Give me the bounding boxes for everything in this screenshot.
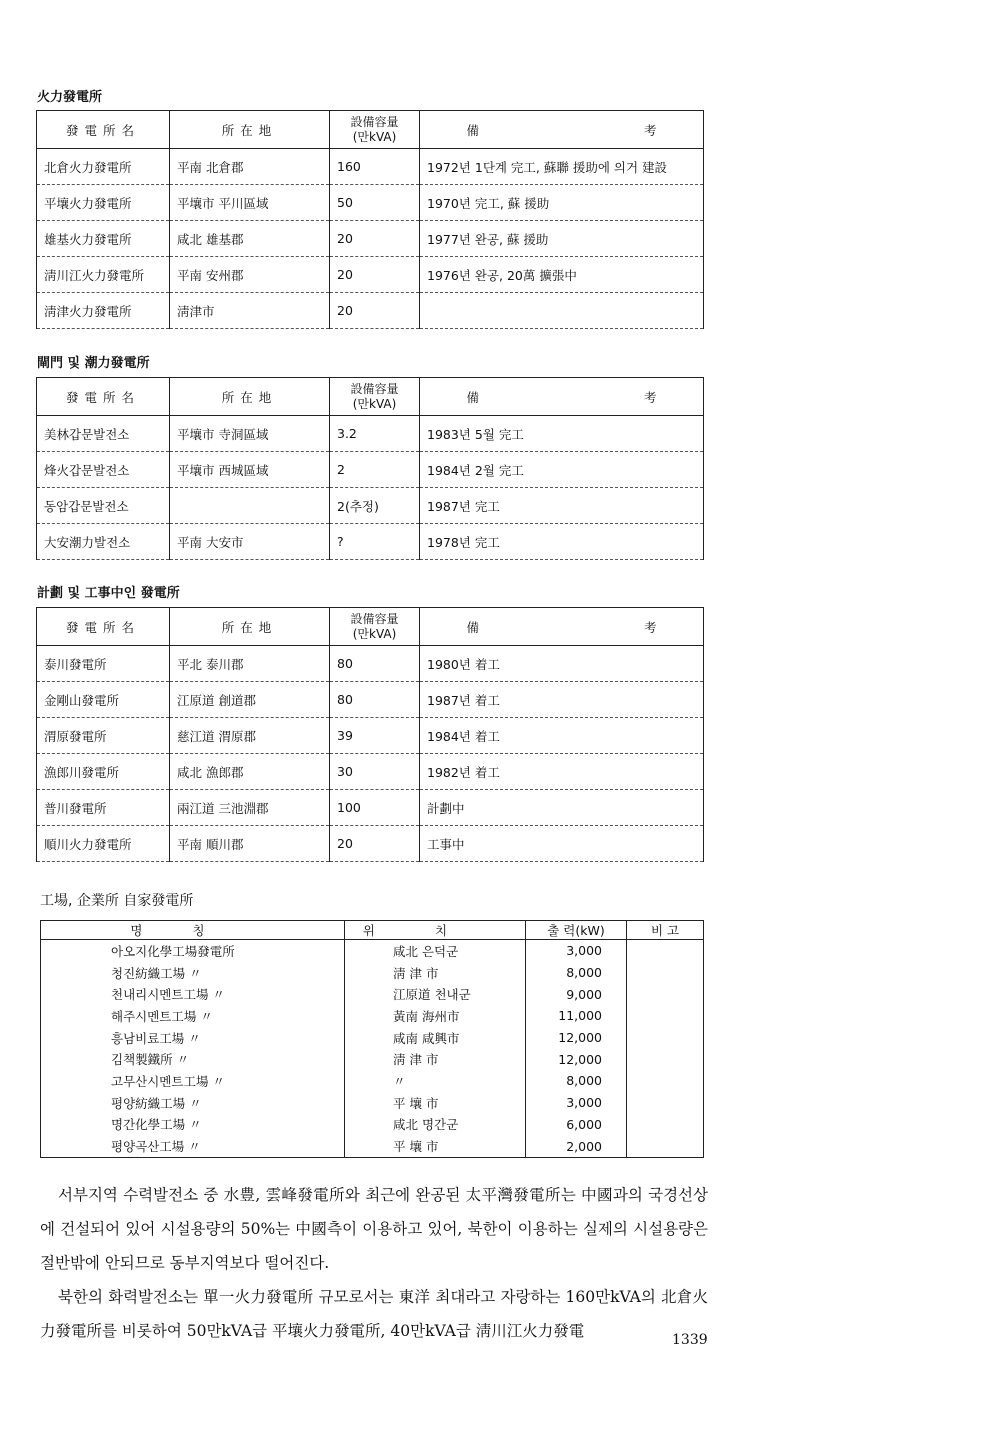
table-cell: 39 bbox=[330, 718, 420, 754]
table-row bbox=[37, 524, 704, 560]
table-row bbox=[37, 646, 704, 682]
header-capacity: 設備容量 (만kVA) bbox=[330, 608, 420, 646]
table-cell: 平 壤 市 bbox=[345, 1092, 526, 1114]
table-cell bbox=[627, 1070, 704, 1092]
table-cell bbox=[627, 1048, 704, 1070]
table-cell bbox=[420, 293, 704, 329]
table-row bbox=[37, 221, 704, 257]
header-output: 출 력(kW) bbox=[526, 921, 627, 940]
table-row bbox=[41, 1027, 704, 1049]
table-cell: 淸 津 市 bbox=[345, 1048, 526, 1070]
table-cell: 100 bbox=[330, 790, 420, 826]
header-name: 명칭 bbox=[41, 921, 345, 940]
header-capacity: 設備容量 (만kVA) bbox=[330, 378, 420, 416]
table-row bbox=[37, 293, 704, 329]
table-cell: 12,000 bbox=[526, 1027, 627, 1049]
table-cell: 1977년 완공, 蘇 援助 bbox=[420, 221, 704, 257]
header-name: 發電所名 bbox=[37, 378, 170, 416]
body-paragraph: 서부지역 수력발전소 중 水豊, 雲峰發電所와 최근에 완공된 太平灣發電所는 中國과의 국경선상에 건설되어 있어 시설용량의 50%는 中國측이 이용하고 있어, 북한이 이용하는 실제의 시설용량은 절반밖에 안되므로 동부지역보다 떨어진다. bbox=[40, 1186, 708, 1272]
table-cell: 3,000 bbox=[526, 940, 627, 962]
table-row bbox=[41, 983, 704, 1005]
table-cell bbox=[627, 1135, 704, 1157]
table-cell: 江原道 천내군 bbox=[345, 983, 526, 1005]
table-cell: 명간化學工場 〃 bbox=[41, 1114, 345, 1136]
table-cell: 평양紡織工場 〃 bbox=[41, 1092, 345, 1114]
table-row bbox=[37, 488, 704, 524]
table-cell: 淸 津 市 bbox=[345, 962, 526, 984]
table-cell: 1978년 完工 bbox=[420, 524, 704, 560]
table-cell: 1970년 完工, 蘇 援助 bbox=[420, 185, 704, 221]
table-cell: 6,000 bbox=[526, 1114, 627, 1136]
table-row bbox=[37, 682, 704, 718]
table-cell: 김책製鐵所 〃 bbox=[41, 1048, 345, 1070]
table-cell: 烽火갑문발전소 bbox=[37, 452, 170, 488]
factory-plants-table bbox=[40, 920, 704, 1158]
table-cell bbox=[627, 1027, 704, 1049]
table-cell: 20 bbox=[330, 826, 420, 862]
table-cell: 淸津市 bbox=[170, 293, 330, 329]
table-cell: 2(추정) bbox=[330, 488, 420, 524]
header-location: 위치 bbox=[345, 921, 526, 940]
table-cell: 美林갑문발전소 bbox=[37, 416, 170, 452]
header-remark: 備 考 bbox=[420, 378, 704, 416]
planned-plants-table bbox=[36, 607, 704, 862]
table-row bbox=[41, 1048, 704, 1070]
table-cell: 金剛山發電所 bbox=[37, 682, 170, 718]
section-title: 火力發電所 bbox=[37, 90, 103, 105]
table-cell: 平壤火力發電所 bbox=[37, 185, 170, 221]
table-cell: 江原道 創道郡 bbox=[170, 682, 330, 718]
page-number: 1339 bbox=[672, 1332, 708, 1348]
table-cell bbox=[627, 983, 704, 1005]
table-cell: 2 bbox=[330, 452, 420, 488]
table-cell: 平壤市 平川區域 bbox=[170, 185, 330, 221]
table-header-row bbox=[37, 111, 704, 149]
table-row bbox=[37, 149, 704, 185]
table-cell: 平 壤 市 bbox=[345, 1135, 526, 1157]
table-cell: 泰川發電所 bbox=[37, 646, 170, 682]
table-cell: 平壤市 西城區域 bbox=[170, 452, 330, 488]
table-cell: 8,000 bbox=[526, 1070, 627, 1092]
table-row bbox=[41, 1070, 704, 1092]
header-capacity: 設備容量 (만kVA) bbox=[330, 111, 420, 149]
header-remark: 備 考 bbox=[420, 111, 704, 149]
table-cell: 咸北 雄基郡 bbox=[170, 221, 330, 257]
lock-tidal-plants-table bbox=[36, 377, 704, 560]
table-cell: 3.2 bbox=[330, 416, 420, 452]
table-cell: 해주시멘트工場 〃 bbox=[41, 1005, 345, 1027]
header-location: 所在地 bbox=[170, 378, 330, 416]
section-title: 閘門 및 潮力發電所 bbox=[37, 356, 150, 371]
table-cell: 1980년 着工 bbox=[420, 646, 704, 682]
table-cell bbox=[627, 962, 704, 984]
table-row bbox=[37, 718, 704, 754]
table-cell: 北倉火力發電所 bbox=[37, 149, 170, 185]
table-cell: 2,000 bbox=[526, 1135, 627, 1157]
table-cell: 8,000 bbox=[526, 962, 627, 984]
table-cell: 20 bbox=[330, 257, 420, 293]
table-cell: 9,000 bbox=[526, 983, 627, 1005]
table-cell: 아오지化學工場發電所 bbox=[41, 940, 345, 962]
table-cell: 普川發電所 bbox=[37, 790, 170, 826]
table-cell: 平北 泰川郡 bbox=[170, 646, 330, 682]
table-header-row bbox=[41, 921, 704, 940]
table-cell: 平南 安州郡 bbox=[170, 257, 330, 293]
table-cell: ? bbox=[330, 524, 420, 560]
table-cell bbox=[627, 1092, 704, 1114]
table-cell: 平南 大安市 bbox=[170, 524, 330, 560]
table-row bbox=[37, 185, 704, 221]
table-cell: 평양곡산工場 〃 bbox=[41, 1135, 345, 1157]
table-row bbox=[41, 940, 704, 962]
table-cell: 咸南 咸興市 bbox=[345, 1027, 526, 1049]
table-header-row bbox=[37, 378, 704, 416]
table-cell: 兩江道 三池淵郡 bbox=[170, 790, 330, 826]
table-cell: 計劃中 bbox=[420, 790, 704, 826]
table-row bbox=[37, 754, 704, 790]
table-cell: 1983년 5월 完工 bbox=[420, 416, 704, 452]
table-row bbox=[37, 790, 704, 826]
header-name: 發電所名 bbox=[37, 111, 170, 149]
table-cell: 80 bbox=[330, 646, 420, 682]
table-cell: 咸北 은덕군 bbox=[345, 940, 526, 962]
table-cell: 흥남비료工場 〃 bbox=[41, 1027, 345, 1049]
header-name: 發電所名 bbox=[37, 608, 170, 646]
table-cell: 慈江道 渭原郡 bbox=[170, 718, 330, 754]
table-cell: 平壤市 寺洞區域 bbox=[170, 416, 330, 452]
table-cell: 漁郎川發電所 bbox=[37, 754, 170, 790]
table-row bbox=[37, 257, 704, 293]
table-cell: 〃 bbox=[345, 1070, 526, 1092]
table-row bbox=[37, 416, 704, 452]
table-row bbox=[41, 1135, 704, 1157]
header-remark: 비 고 bbox=[627, 921, 704, 940]
table-cell: 黃南 海州市 bbox=[345, 1005, 526, 1027]
header-remark: 備 考 bbox=[420, 608, 704, 646]
table-cell: 천내리시멘트工場 〃 bbox=[41, 983, 345, 1005]
table-row bbox=[41, 962, 704, 984]
table-cell: 고무산시멘트工場 〃 bbox=[41, 1070, 345, 1092]
table-cell: 3,000 bbox=[526, 1092, 627, 1114]
header-location: 所在地 bbox=[170, 111, 330, 149]
table-cell: 1984년 着工 bbox=[420, 718, 704, 754]
table-row bbox=[37, 452, 704, 488]
table-cell: 1987년 着工 bbox=[420, 682, 704, 718]
table-cell: 30 bbox=[330, 754, 420, 790]
table-cell: 雄基火力發電所 bbox=[37, 221, 170, 257]
table-cell: 咸北 漁郎郡 bbox=[170, 754, 330, 790]
table-cell: 淸川江火力發電所 bbox=[37, 257, 170, 293]
table-cell: 1982년 着工 bbox=[420, 754, 704, 790]
table-cell: 1976년 완공, 20萬 擴張中 bbox=[420, 257, 704, 293]
table-cell: 渭原發電所 bbox=[37, 718, 170, 754]
table-cell bbox=[627, 940, 704, 962]
section-title: 計劃 및 工事中인 發電所 bbox=[37, 586, 180, 601]
section-title: 工場, 企業所 自家發電所 bbox=[40, 893, 194, 909]
table-cell: 80 bbox=[330, 682, 420, 718]
table-row bbox=[41, 1005, 704, 1027]
table-row bbox=[41, 1092, 704, 1114]
table-cell: 1987년 完工 bbox=[420, 488, 704, 524]
table-cell bbox=[627, 1114, 704, 1136]
table-cell: 1984년 2월 完工 bbox=[420, 452, 704, 488]
table-cell: 50 bbox=[330, 185, 420, 221]
table-header-row bbox=[37, 608, 704, 646]
table-cell: 平南 北倉郡 bbox=[170, 149, 330, 185]
table-cell: 160 bbox=[330, 149, 420, 185]
table-cell: 20 bbox=[330, 293, 420, 329]
table-cell: 淸津火力發電所 bbox=[37, 293, 170, 329]
table-cell: 順川火力發電所 bbox=[37, 826, 170, 862]
table-cell: 咸北 명간군 bbox=[345, 1114, 526, 1136]
table-cell: 청진紡織工場 〃 bbox=[41, 962, 345, 984]
body-paragraph: 북한의 화력발전소는 單一火力發電所 규모로서는 東洋 최대라고 자랑하는 160만kVA의 北倉火力發電所를 비롯하여 50만kVA급 平壤火力發電所, 40만kVA급 淸川江火力發電 bbox=[40, 1288, 708, 1340]
table-cell: 11,000 bbox=[526, 1005, 627, 1027]
table-row bbox=[41, 1114, 704, 1136]
table-cell: 大安潮力발전소 bbox=[37, 524, 170, 560]
table-cell: 平南 順川郡 bbox=[170, 826, 330, 862]
table-row bbox=[37, 826, 704, 862]
table-cell bbox=[627, 1005, 704, 1027]
table-cell: 工事中 bbox=[420, 826, 704, 862]
table-cell: 동암갑문발전소 bbox=[37, 488, 170, 524]
table-cell: 20 bbox=[330, 221, 420, 257]
thermal-plants-table bbox=[36, 110, 704, 329]
table-cell: 12,000 bbox=[526, 1048, 627, 1070]
table-cell bbox=[170, 488, 330, 524]
table-cell: 1972년 1단계 完工, 蘇聯 援助에 의거 建設 bbox=[420, 149, 704, 185]
header-location: 所在地 bbox=[170, 608, 330, 646]
